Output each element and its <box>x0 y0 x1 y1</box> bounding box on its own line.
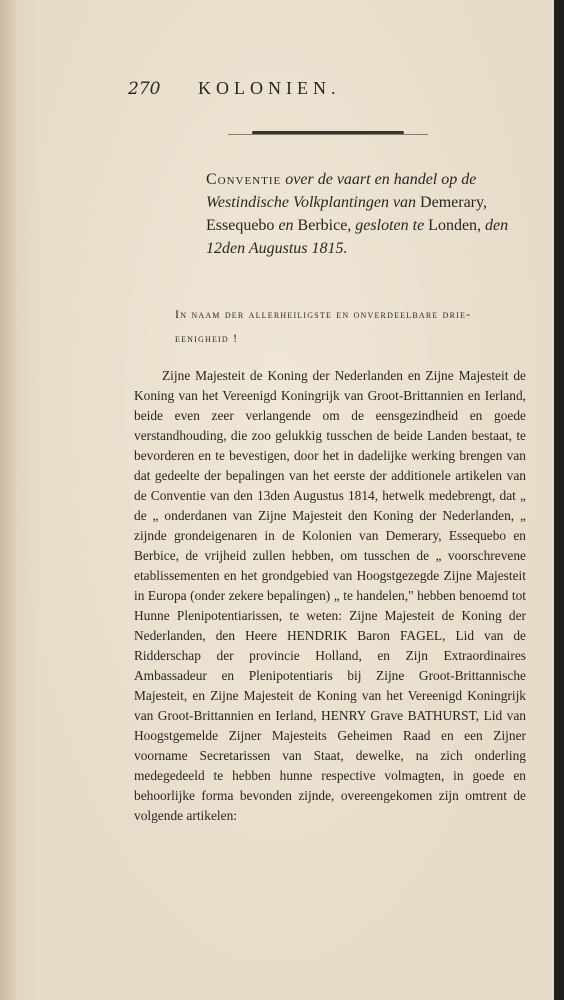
running-head: KOLONIEN. <box>198 78 341 98</box>
page-header <box>128 78 434 99</box>
page-number: 270 <box>128 79 161 99</box>
decorative-rule-thin <box>228 134 428 135</box>
page-gutter <box>0 0 18 1000</box>
body-text <box>134 366 526 826</box>
title-text-1: over de vaart en handel op de Westindische Volkplantingen van <box>206 171 477 211</box>
scan-edge <box>554 0 564 1000</box>
body-paragraph: Zijne Majesteit de Koning der Nederlanden en Zijne Majesteit de Koning van het Vereenigd Koningrijk van Groot-Brittannien en Ierland, beide even zeer verlangende om de eensgezindheid en goede verstandhouding, die zoo gelukkig tusschen de beide Landen bestaat, te bevorderen en te bevestigen, door het in dadelijke werking brengen van dat gedeelte der bepalingen van het eerste der additionele artikelen van de Conventie van den 13den Augustus 1814, hetwelk medebrengt, dat „ de „ onderdanen van Zijne Majesteit den Koning der Nederlanden, „ zijnde grondeigenaren in de Kolonien van Demerary, Essequebo en Berbice, de vrijheid zullen hebben, om tusschen de „ voorschrevene etablissementen en het grondgebied van Hoogstgezegde Zijne Majesteit in Europa (onder zekere bepalingen) „ te handelen," hebben benoemd tot Hunne Plenipotentiarissen, te weten: Zijne Majesteit de Koning der Nederlanden, den Heere HENDRIK Baron FAGEL, Lid van de Ridderschap der provincie Holland, en Zijn Extraordinaires Ambassadeur en Plenipotentiaris bij Zijne Groot-Brittannische Majesteit, en Zijne Majesteit de Koning van het Vereenigd Koningrijk van Groot-Brittannien en Ierland, HENRY Grave BATHURST, Lid van Hoogstgemelde Zijner Majesteits Geheimen Raad en een Zijner voorname Secretarissen van Staat, dewelke, na zich onderling medegedeeld te hebben hunne respective volmagten, in goede en behoorlijke forma bevonden zijnde, overeengekomen zijn omtrent de volgende artikelen: <box>134 368 526 823</box>
title-text-3: , gesloten te <box>347 217 429 234</box>
convention-title <box>206 168 526 260</box>
title-date: , den 12den Augustus 1815. <box>206 217 509 257</box>
title-text-2: en <box>274 217 298 234</box>
title-lead: Conventie <box>206 171 282 188</box>
title-place-london: Londen <box>428 217 478 234</box>
invocation-heading: In naam der allerheiligste en onverdeelbare drie-eenigheid ! <box>175 307 472 345</box>
title-places: Demerary, Essequebo <box>206 194 487 234</box>
title-place-berbice: Berbice <box>297 217 348 234</box>
